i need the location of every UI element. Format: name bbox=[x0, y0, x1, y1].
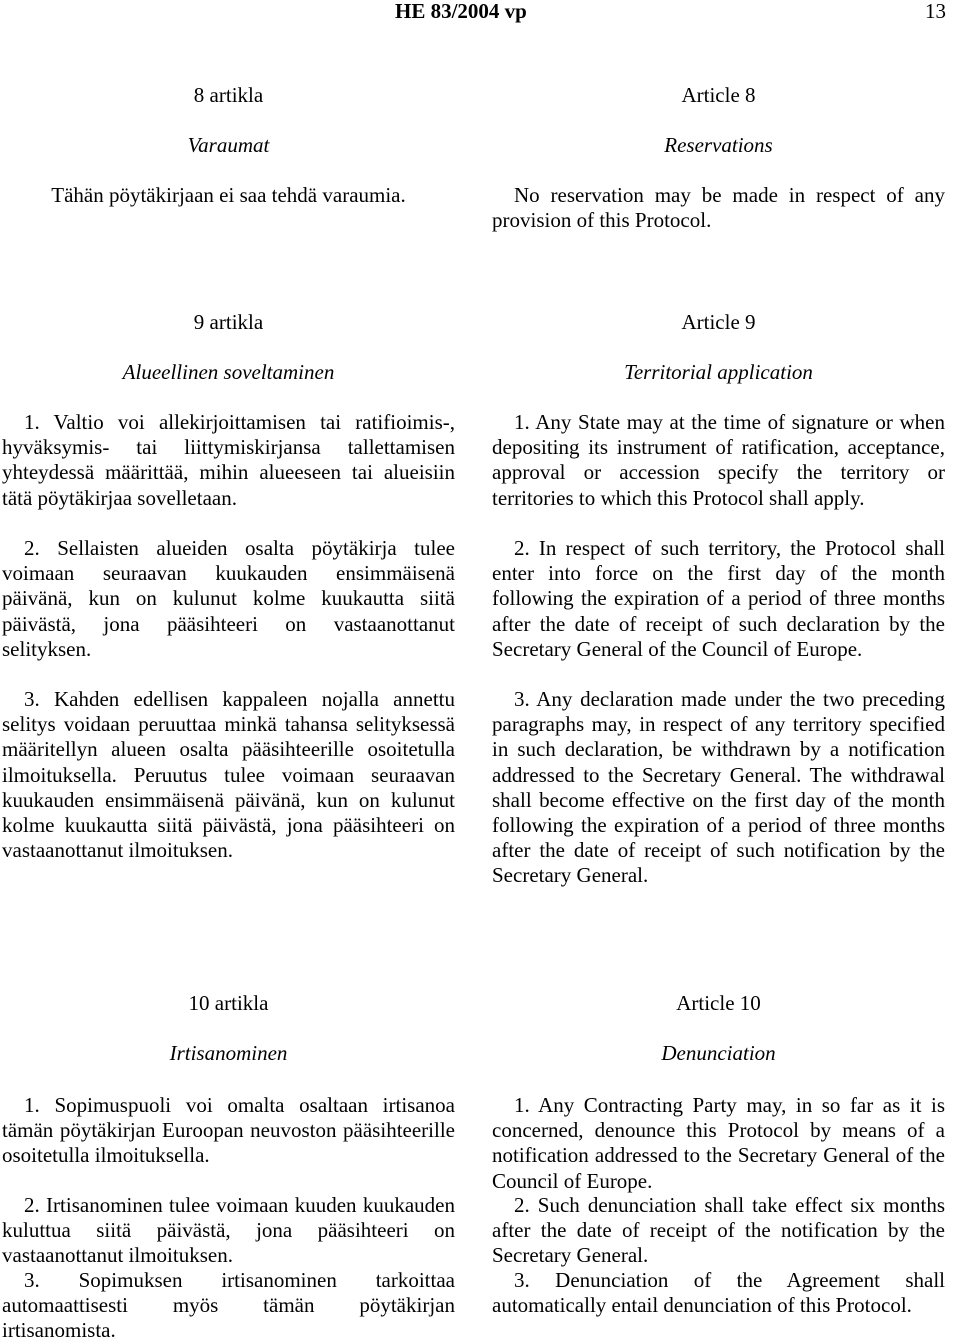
article-paragraph-1: 1. Any State may at the time of signature or when depositing its instrument of ratification, acceptance, approval or accession specify the territory or territories to which this Protocol shall apply. bbox=[492, 410, 945, 510]
article-title: Irtisanominen bbox=[169, 1041, 288, 1065]
article-paragraph-3: 3. Kahden edellisen kappaleen nojalla annettu selitys voidaan peruuttaa minkä tahansa selityksessä määritellyn alueen osalta pääsihteerille osoitetulla ilmoituksella. Peruutus tulee voimaan seuraavan kuukauden ensimmäisenä päivänä, kun on kulunut kolme kuukautta siitä päivästä, jona pääsihteeri on vastaanottanut ilmoituksen. bbox=[2, 687, 455, 863]
article-paragraph-3: 3. Any declaration made under the two preceding paragraphs may, in respect of any territory specified in such declaration, be withdrawn by a notification addressed to the Secretary General. The withdrawal shall become effective on the first day of the month following the expiration of a period of three months after the date of receipt of such notification by the Secretary General. bbox=[492, 687, 945, 888]
article-paragraph: No reservation may be made in respect of any provision of this Protocol. bbox=[492, 183, 945, 233]
article-heading: 10 artikla bbox=[188, 991, 269, 1015]
article-title: Reservations bbox=[664, 133, 773, 157]
article-paragraph-2: 2. Such denunciation shall take effect six months after the date of receipt of the notification by the Secretary General. bbox=[492, 1193, 945, 1268]
article-paragraph-2: 2. Irtisanominen tulee voimaan kuuden kuukauden kuluttua siitä päivästä, jona pääsihteeri on vastaanottanut ilmoituksen. bbox=[2, 1193, 455, 1268]
article-title: Alueellinen soveltaminen bbox=[122, 360, 335, 384]
article-title: Territorial application bbox=[624, 360, 813, 384]
article-heading: 8 artikla bbox=[193, 83, 264, 107]
article-paragraph: Tähän pöytäkirjaan ei saa tehdä varaumia. bbox=[51, 183, 406, 207]
article-paragraph-2: 2. In respect of such territory, the Protocol shall enter into force on the first day of the month following the expiration of a period of three months after the date of receipt of such declaration by the Secretary General of the Council of Europe. bbox=[492, 536, 945, 661]
article-paragraph-3: 3. Denunciation of the Agreement shall automatically entail denunciation of this Protocol. bbox=[492, 1268, 945, 1318]
article-heading: Article 9 bbox=[681, 310, 756, 334]
page-number: 13 bbox=[925, 0, 946, 23]
article-paragraph-1: 1. Any Contracting Party may, in so far as it is concerned, denounce this Protocol by means of a notification addressed to the Secretary General of the Council of Europe. bbox=[492, 1093, 945, 1193]
article-heading: Article 10 bbox=[676, 991, 761, 1015]
document-header-title: HE 83/2004 vp bbox=[395, 0, 527, 23]
article-heading: 9 artikla bbox=[193, 310, 264, 334]
article-paragraph-2: 2. Sellaisten alueiden osalta pöytäkirja tulee voimaan seuraavan kuukauden ensimmäisenä päivänä, kun on kulunut kolme kuukautta siitä päivästä, jona pääsihteeri on vastaanottanut selityksen. bbox=[2, 536, 455, 661]
article-paragraph-3: 3. Sopimuksen irtisanominen tarkoittaa automaattisesti myös tämän pöytäkirjan irtisanomista. bbox=[2, 1268, 455, 1343]
article-title: Varaumat bbox=[187, 133, 270, 157]
article-paragraph-1: 1. Sopimuspuoli voi omalta osaltaan irtisanoa tämän pöytäkirjan Euroopan neuvoston pääsihteerille osoitetulla ilmoituksella. bbox=[2, 1093, 455, 1168]
article-paragraph-1: 1. Valtio voi allekirjoittamisen tai ratifioimis-, hyväksymis- tai liittymiskirjansa tallettamisen yhteydessä määrittää, mihin alueeseen tai alueisiin tätä pöytäkirjaa sovelletaan. bbox=[2, 410, 455, 510]
article-heading: Article 8 bbox=[681, 83, 756, 107]
article-title: Denunciation bbox=[661, 1041, 776, 1065]
